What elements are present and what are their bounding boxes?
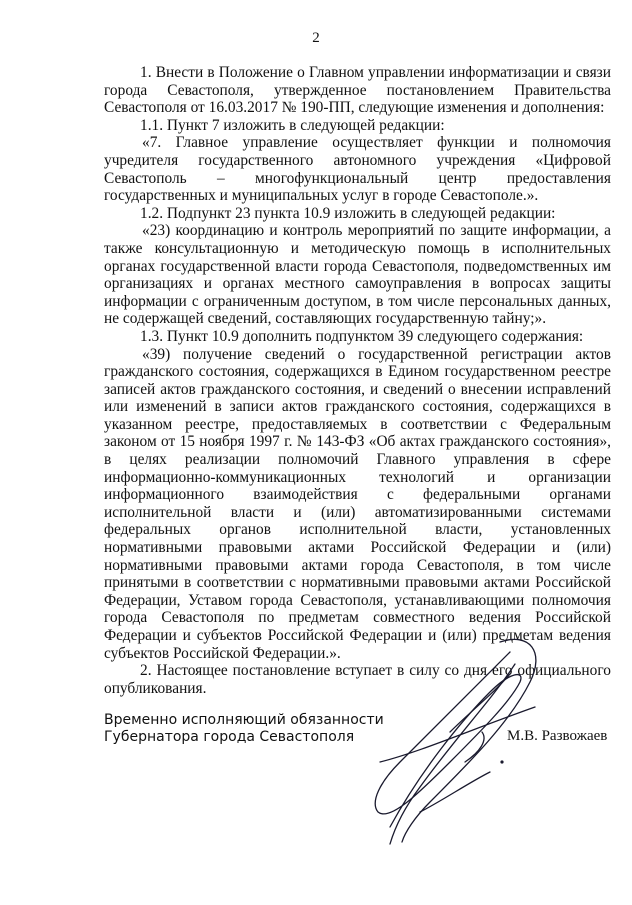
paragraph-subitem-23: «23) координацию и контроль мероприятий по защите информации, а также консультационную и методическую помощь в исполнительных органах государственной власти города Севастополя, подведомственных им организациях и органах местного самоуправления в вопросах защиты информации с ограниченным доступом, в том числе персональных данных, не содержащей сведений, составляющих государственную тайну;». bbox=[104, 222, 611, 328]
document-body bbox=[104, 64, 611, 697]
page-number: 2 bbox=[312, 30, 320, 46]
paragraph-item-7: «7. Главное управление осуществляет функции и полномочия учредителя государственного автономного учреждения «Цифровой Севастополь – многофункциональный центр предоставления государственных и муниципальных услуг в городе Севастополе.». bbox=[104, 134, 611, 205]
signatory-position bbox=[104, 712, 384, 746]
signatory-position-line2: Губернатора города Севастополя bbox=[104, 729, 355, 745]
paragraph-1-1: 1.1. Пункт 7 изложить в следующей редакции: bbox=[140, 116, 445, 134]
signatory-name: М.В. Развожаев bbox=[507, 728, 608, 744]
paragraph-1-2: 1.2. Подпункт 23 пункта 10.9 изложить в следующей редакции: bbox=[140, 204, 556, 222]
signatory-position-line1: Временно исполняющий обязанности bbox=[104, 712, 384, 728]
paragraph-2: 2. Настоящее постановление вступает в силу со дня его официального опубликования. bbox=[104, 662, 611, 697]
paragraph-subitem-39: «39) получение сведений о государственной регистрации актов гражданского состояния, содержащихся в Едином государственном реестре записей актов гражданского состояния, и сведений о внесении исправлений или изменений в записи актов гражданского состояния, содержащихся в указанном реестре, предоставляемых в соответствии с Федеральным законом от 15 ноября 1997 г. № 143-ФЗ «Об актах гражданского состояния», в целях реализации полномочий Главного управления в сфере информационно-коммуникационных технологий и организации информационного взаимодействия с федеральными органами исполнительной власти и (или) автоматизированными системами федеральных органов исполнительной власти, установленных нормативными правовыми актами Российской Федерации и (или) нормативными правовыми актами города Севастополя, в том числе принятыми в соответствии с нормативными правовыми актами Российской Федерации, Уставом города Севастополя, устанавливающими полномочия города Севастополя по предметам совместного ведения Российской Федерации и субъектов Российской Федерации и (или) предметам ведения субъектов Российской Федерации.». bbox=[104, 345, 611, 662]
paragraph-1: 1. Внести в Положение о Главном управлении информатизации и связи города Севастополя, утвержденное постановлением Правительства Севастополя от 16.03.2017 № 190-ПП, следующие изменения и дополнения: bbox=[104, 64, 611, 117]
paragraph-1-3: 1.3. Пункт 10.9 дополнить подпунктом 39 следующего содержания: bbox=[140, 327, 584, 345]
